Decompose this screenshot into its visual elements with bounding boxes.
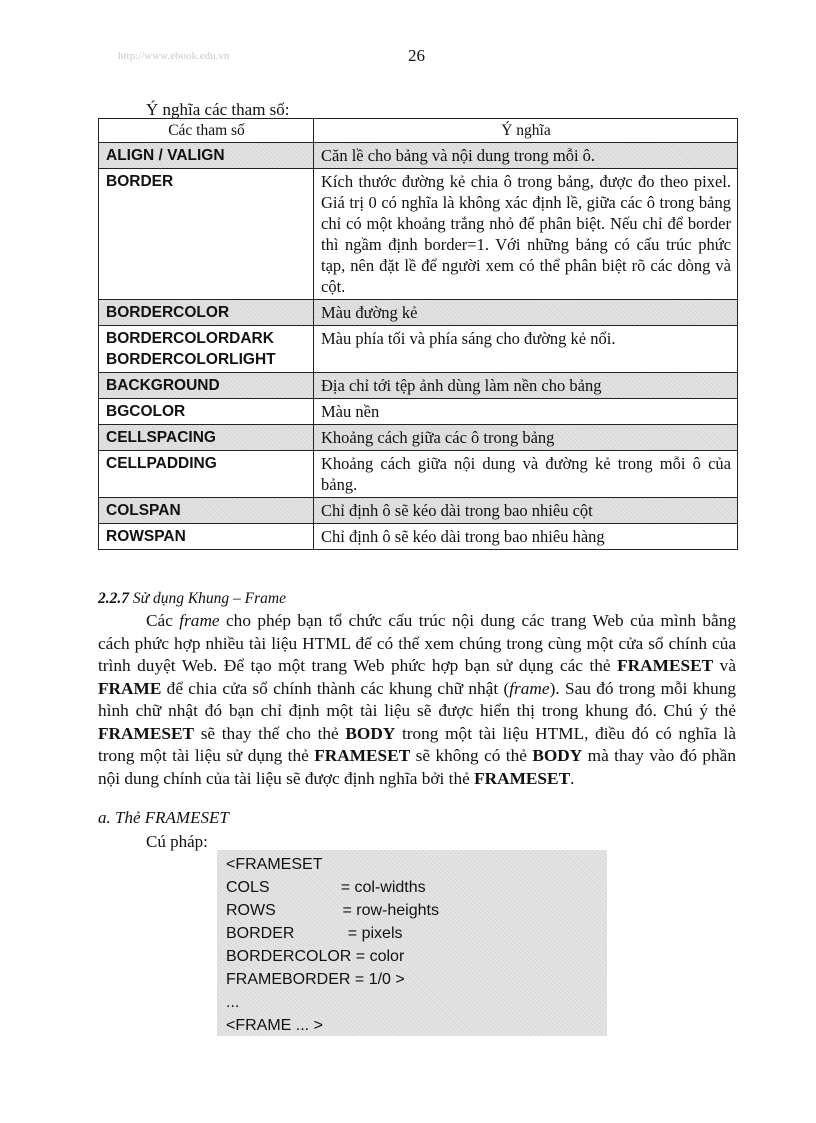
emphasis-frame: frame — [179, 611, 220, 630]
param-meaning: Khoảng cách giữa các ô trong bảng — [314, 425, 738, 451]
param-name: BGCOLOR — [99, 399, 314, 425]
tag-frameset: FRAMESET — [314, 746, 411, 765]
table-row — [99, 300, 738, 326]
table-row — [99, 425, 738, 451]
text-run: Các — [146, 611, 180, 630]
table-intro: Ý nghĩa các tham số: — [146, 100, 290, 119]
tag-frameset: FRAMESET — [617, 656, 714, 675]
text-run: ). Sau đó trong mỗi khung hình chữ nhật đó bạn chỉ định một tài liệu sẽ được hiển thị trong khung đó. Chú ý thẻ — [98, 678, 737, 720]
param-name: BORDER — [99, 169, 314, 300]
text-run: mà thay vào đó phần nội dung chính của tài liệu sẽ được định nghĩa bởi thẻ — [98, 746, 736, 788]
section-number: 2.2.7 — [98, 590, 129, 607]
code-line: <FRAME ... > — [226, 1017, 323, 1034]
code-line: COLS = col-widths — [226, 879, 426, 896]
param-name-light: BORDERCOLORLIGHT — [106, 351, 276, 368]
param-meaning: Địa chỉ tới tệp ảnh dùng làm nền cho bảng — [314, 373, 738, 399]
section-title: Sử dụng Khung – Frame — [132, 590, 286, 607]
param-name-dark: BORDERCOLORDARK — [106, 330, 274, 347]
param-name: BORDERCOLOR — [99, 300, 314, 326]
param-name — [99, 326, 314, 373]
param-name: ROWSPAN — [99, 524, 314, 550]
code-line: BORDER = pixels — [226, 925, 403, 942]
text-run: cho phép bạn tổ chức cấu trúc nội dung các trang Web của mình bằng cách phức hợp nhiều tài liệu HTML để có thể xem chúng trong cùng một cửa sổ chính của trình duyệt Web. Để tạo một trang Web phức hợp bạn sử dụng các thẻ — [98, 611, 737, 675]
header-url: http://www.ebook.edu.vn — [118, 50, 230, 62]
param-meaning: Kích thước đường kẻ chia ô trong bảng, được đo theo pixel. Giá trị 0 có nghĩa là không xác định lề, giữa các ô trong bảng chỉ có một khoảng trắng nhỏ để phân biệt. Nếu chỉ để border thì ngầm định border=1. Với những bảng có cấu trúc phức tạp, nên đặt lề để người xem có thể phân biệt rõ các dòng và cột. — [314, 169, 738, 300]
param-name: BACKGROUND — [99, 373, 314, 399]
table-header-row — [99, 119, 738, 143]
table-row — [99, 399, 738, 425]
param-meaning: Khoảng cách giữa nội dung và đường kẻ trong mỗi ô của bảng. — [314, 451, 738, 498]
param-meaning: Chỉ định ô sẽ kéo dài trong bao nhiêu hàng — [314, 524, 738, 550]
text-run: sẽ không có thẻ — [410, 746, 533, 765]
code-line: ROWS = row-heights — [226, 902, 439, 919]
tag-body: BODY — [345, 723, 396, 743]
table-row — [99, 451, 738, 498]
emphasis-frame: frame — [509, 678, 550, 698]
table-row — [99, 524, 738, 550]
table-row — [99, 373, 738, 399]
syntax-label: Cú pháp: — [146, 832, 208, 851]
param-name: COLSPAN — [99, 498, 314, 524]
page-number: 26 — [408, 46, 425, 65]
tag-body: BODY — [532, 746, 583, 765]
param-meaning: Chỉ định ô sẽ kéo dài trong bao nhiêu cột — [314, 498, 738, 524]
text-run: sẽ thay thế cho thẻ — [194, 723, 346, 743]
code-line: FRAMEBORDER = 1/0 > — [226, 971, 405, 988]
param-meaning: Màu đường kẻ — [314, 300, 738, 326]
text-run: để chia cửa sổ chính thành các khung chữ nhật ( — [161, 678, 510, 698]
column-header-params: Các tham số — [99, 119, 314, 143]
table-row — [99, 143, 738, 169]
subsection-heading: a. Thẻ FRAMESET — [98, 808, 229, 827]
body-paragraph — [98, 610, 736, 790]
param-meaning: Màu phía tối và phía sáng cho đường kẻ nổi. — [314, 326, 738, 373]
param-name: CELLSPACING — [99, 425, 314, 451]
section-heading — [98, 590, 286, 608]
tag-frameset: FRAMESET — [98, 723, 195, 743]
table-row — [99, 169, 738, 300]
column-header-meaning: Ý nghĩa — [314, 119, 738, 143]
code-line: BORDERCOLOR = color — [226, 948, 405, 965]
table-row — [99, 498, 738, 524]
tag-frame: FRAME — [98, 678, 162, 698]
code-line: <FRAMESET — [226, 856, 323, 873]
param-name: ALIGN / VALIGN — [99, 143, 314, 169]
table-row — [99, 326, 738, 373]
tag-frameset: FRAMESET — [474, 768, 571, 788]
param-meaning: Màu nền — [314, 399, 738, 425]
parameter-table — [98, 118, 738, 550]
code-line: ... — [226, 994, 240, 1011]
param-name: CELLPADDING — [99, 451, 314, 498]
text-run: trong một tài liệu HTML, điều đó có nghĩa là trong một tài liệu sử dụng thẻ — [98, 723, 736, 765]
text-run: và — [713, 656, 736, 675]
code-block — [217, 850, 607, 1036]
text-run: . — [570, 768, 575, 788]
param-meaning: Căn lề cho bảng và nội dung trong mỗi ô. — [314, 143, 738, 169]
